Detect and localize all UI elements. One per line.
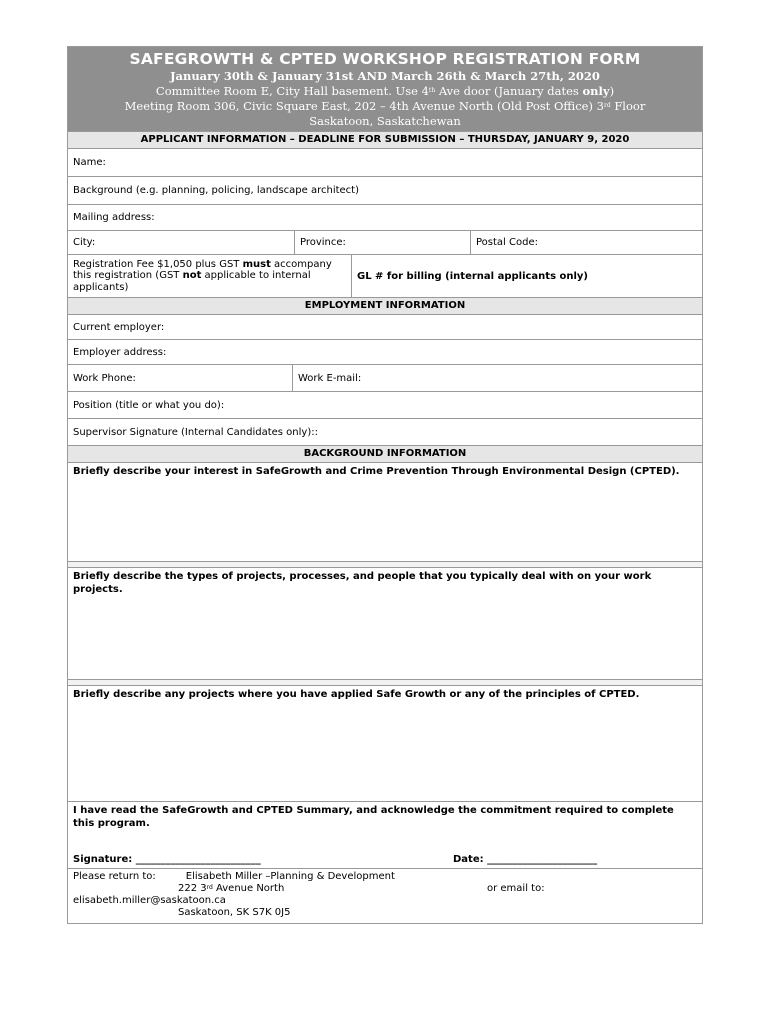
venue-march: Meeting Room 306, Civic Square East, 202 – 4th Avenue North (Old Post Office) 3rd Floor bbox=[124, 99, 646, 113]
fee-row bbox=[68, 255, 702, 298]
or-email-label: or email to: bbox=[487, 883, 545, 894]
workshop-dates: January 30th & January 31st AND March 26th & March 27th, 2020 bbox=[170, 69, 600, 83]
return-city: Saskatoon, SK S7K 0J5 bbox=[178, 907, 291, 918]
position-row[interactable] bbox=[68, 392, 702, 419]
venue-city: Saskatoon, Saskatchewan bbox=[309, 114, 461, 128]
name-field[interactable]: Name: bbox=[73, 157, 106, 168]
signature-line[interactable]: Signature: _________________________ bbox=[73, 854, 261, 865]
registration-form bbox=[67, 46, 703, 924]
background-field[interactable]: Background (e.g. planning, policing, landscape architect) bbox=[73, 185, 360, 196]
mailing-address-field[interactable]: Mailing address: bbox=[73, 212, 155, 223]
gl-billing-field[interactable]: GL # for billing (internal applicants only) bbox=[351, 255, 702, 297]
projects-question[interactable]: Briefly describe the types of projects, processes, and people that you typically deal with on your work projects. bbox=[68, 568, 702, 680]
contact-row bbox=[68, 365, 702, 392]
venue-january: Committee Room E, City Hall basement. Use 4th Ave door (January dates only) bbox=[155, 84, 615, 98]
supervisor-row[interactable] bbox=[68, 419, 702, 446]
background-section-header: BACKGROUND INFORMATION bbox=[68, 446, 702, 463]
date-line[interactable]: Date: ______________________ bbox=[453, 854, 598, 865]
mailing-row[interactable] bbox=[68, 205, 702, 231]
return-email[interactable]: elisabeth.miller@saskatoon.ca bbox=[73, 895, 226, 906]
employer-address-field[interactable]: Employer address: bbox=[73, 346, 167, 358]
return-info bbox=[68, 869, 702, 923]
form-title: SAFEGROWTH & CPTED WORKSHOP REGISTRATION FORM bbox=[129, 50, 641, 68]
registration-fee-note: Registration Fee $1,050 plus GST must accompany this registration (GST not applicable to internal applicants) bbox=[73, 258, 332, 293]
employer-address-row[interactable] bbox=[68, 340, 702, 365]
supervisor-signature-field[interactable]: Supervisor Signature (Internal Candidates only):: bbox=[73, 426, 318, 438]
postal-code-field[interactable]: Postal Code: bbox=[470, 231, 702, 254]
return-street: 222 3rd Avenue North bbox=[178, 883, 285, 894]
current-employer-field[interactable]: Current employer: bbox=[73, 321, 165, 333]
employment-section-header: EMPLOYMENT INFORMATION bbox=[68, 298, 702, 315]
interest-question[interactable]: Briefly describe your interest in SafeGrowth and Crime Prevention Through Environmental Design (CPTED). bbox=[68, 463, 702, 562]
province-field[interactable]: Province: bbox=[294, 231, 470, 254]
city-row bbox=[68, 231, 702, 255]
position-field[interactable]: Position (title or what you do): bbox=[73, 399, 225, 411]
signature-row bbox=[68, 830, 702, 869]
acknowledgement-text: I have read the SafeGrowth and CPTED Summary, and acknowledge the commitment required to complete this program. bbox=[73, 805, 674, 829]
city-field[interactable]: City: bbox=[73, 237, 96, 248]
work-phone-field[interactable]: Work Phone: bbox=[73, 372, 136, 384]
cpted-question[interactable]: Briefly describe any projects where you have applied Safe Growth or any of the principles of CPTED. bbox=[68, 686, 702, 802]
form-header bbox=[68, 47, 702, 132]
return-label: Please return to: bbox=[73, 871, 156, 882]
return-contact: Elisabeth Miller –Planning & Development bbox=[185, 871, 395, 882]
applicant-section-header: APPLICANT INFORMATION – DEADLINE FOR SUBMISSION – THURSDAY, JANUARY 9, 2020 bbox=[68, 132, 702, 149]
background-row[interactable] bbox=[68, 177, 702, 205]
work-email-field[interactable]: Work E-mail: bbox=[292, 365, 702, 391]
employer-row[interactable] bbox=[68, 315, 702, 340]
name-row[interactable] bbox=[68, 149, 702, 177]
